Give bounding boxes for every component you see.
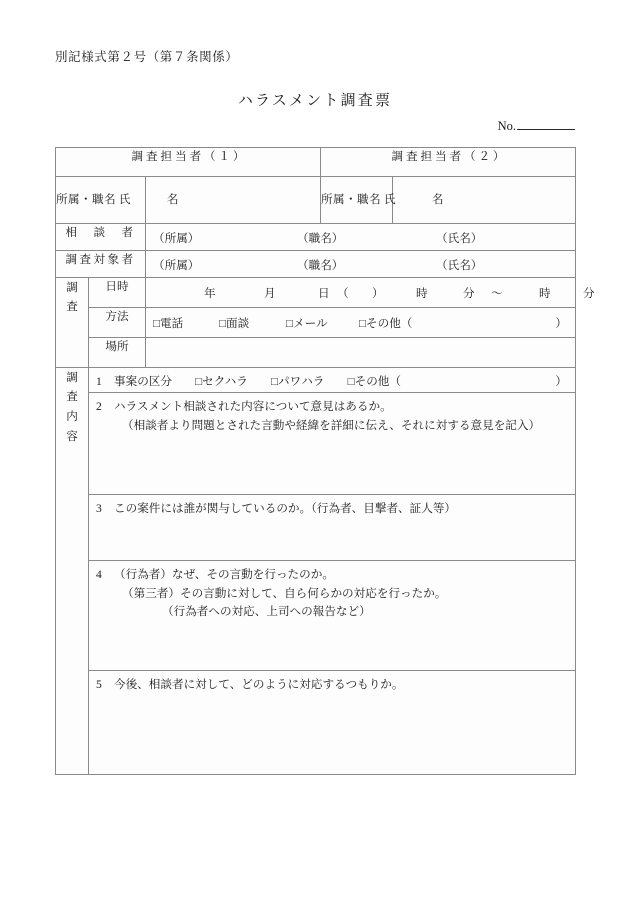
form-code: 別記様式第２号（第７条関係）: [55, 50, 239, 64]
datetime-fields[interactable]: [146, 277, 595, 307]
datetime-weekday-paren-close: ）: [372, 286, 384, 300]
content-item-5-number: 5: [96, 677, 102, 691]
investigation-vertical-label: [56, 277, 89, 367]
consultant-affiliation-label: （所属）: [153, 231, 200, 245]
content-item-1-number: 1: [96, 374, 102, 388]
investigator-1-name-label: 氏 名: [118, 193, 179, 206]
datetime-year-label: 年: [204, 286, 216, 300]
table-row-consultant: [56, 223, 576, 250]
content-vertical-char-4: 容: [66, 429, 78, 443]
content-item-2-line-1: ハラスメント相談された内容について意見はあるか。: [114, 399, 392, 413]
datetime-start-hour-label: 時: [416, 286, 428, 300]
subject-position-label: （職名）: [297, 258, 344, 272]
content-item-5-line-1: 今後、相談者に対して、どのように対応するつもりか。: [114, 677, 404, 691]
content-vertical-char-3: 内: [66, 410, 78, 424]
table-row-content-item-2: [56, 392, 576, 494]
investigator-2-affiliation-label: 所属・職名: [321, 193, 381, 206]
content-item-3-line-1: この案件には誰が関与しているのか。（行為者、目撃者、証人等）: [114, 501, 457, 515]
consultant-fields[interactable]: [146, 223, 576, 250]
method-fields[interactable]: [146, 307, 576, 337]
method-checkbox-other[interactable]: □その他（: [359, 316, 413, 330]
datetime-end-hour-label: 時: [539, 286, 551, 300]
content-item-4-number: 4: [96, 567, 102, 581]
method-label: 方法: [89, 307, 146, 337]
document-number-label: No.: [497, 119, 516, 133]
document-number-field: [498, 118, 575, 134]
content-item-5[interactable]: [89, 670, 576, 774]
content-vertical-label: [56, 367, 89, 774]
datetime-day-label: 日: [318, 286, 330, 300]
investigation-vertical-char-2: 査: [66, 300, 78, 314]
investigator-2-labels: [321, 177, 444, 224]
table-row-investigation-method: [56, 307, 576, 337]
datetime-end-minute-label: 分: [583, 286, 595, 300]
method-checkbox-email[interactable]: □メール: [286, 316, 328, 330]
investigation-vertical-char-1: 調: [66, 280, 78, 294]
content-item-3[interactable]: [89, 494, 576, 560]
table-row-investigator-details: [56, 177, 576, 224]
place-input[interactable]: [146, 337, 576, 367]
place-label: 場所: [89, 337, 146, 367]
table-row-investigator-titles: [56, 148, 576, 177]
table-row-content-item-3: [56, 494, 576, 560]
table-row-content-item-4: [56, 560, 576, 670]
content-item-2-number: 2: [96, 399, 102, 413]
subject-affiliation-label: （所属）: [153, 258, 200, 272]
content-vertical-char-2: 査: [66, 390, 78, 404]
document-number-rule[interactable]: [517, 118, 575, 130]
consultant-name-label: （氏名）: [436, 231, 483, 245]
content-item-4-line-3: （行為者への対応、上司への報告など）: [162, 605, 371, 619]
page-title: ハラスメント調査票: [237, 93, 393, 109]
table-row-investigation-datetime: [56, 277, 576, 307]
subject-fields[interactable]: [146, 250, 576, 277]
subject-label: 調査対象者: [56, 250, 146, 277]
content-item-4-line-1: （行為者）なぜ、その言動を行ったのか。: [114, 567, 334, 581]
content-item-4[interactable]: [89, 560, 576, 670]
harassment-survey-table: [55, 147, 595, 775]
datetime-weekday-paren-open: （: [337, 286, 349, 300]
table-row-content-item-5: [56, 670, 576, 774]
consultant-label: 相 談 者: [56, 223, 146, 250]
method-other-paren-close: ）: [555, 316, 568, 330]
investigator-1-affiliation-label: 所属・職名: [56, 193, 116, 206]
consultant-position-label: （職名）: [297, 231, 344, 245]
datetime-month-label: 月: [264, 286, 276, 300]
content-item-1-line-1: 事案の区分 □セクハラ □パワハラ □その他（: [114, 374, 401, 388]
content-item-2[interactable]: [89, 392, 576, 494]
content-item-3-number: 3: [96, 501, 102, 515]
datetime-range-tilde: ～: [491, 286, 503, 300]
table-row-subject: [56, 250, 576, 277]
investigator-2-name-label: 氏 名: [383, 193, 444, 206]
content-item-1[interactable]: [89, 367, 576, 392]
content-vertical-char-1: 調: [66, 370, 78, 384]
investigator-1-labels: [56, 177, 179, 224]
content-item-1-paren-close: ）: [555, 374, 568, 388]
investigator-1-title: 調 査 担 当 者 （ １ ）: [56, 148, 321, 177]
method-checkbox-interview[interactable]: □面談: [219, 316, 250, 330]
datetime-start-minute-label: 分: [463, 286, 475, 300]
content-item-4-line-2: （第三者）その言動に対して、自ら何らかの対応を行ったか。: [122, 586, 447, 600]
table-row-content-item-1: [56, 367, 576, 392]
table-row-investigation-place: [56, 337, 576, 367]
datetime-label: 日時: [89, 277, 146, 307]
subject-name-label: （氏名）: [436, 258, 483, 272]
method-checkbox-phone[interactable]: □電話: [153, 316, 184, 330]
investigator-2-title: 調 査 担 当 者 （ ２ ）: [321, 148, 576, 177]
content-item-2-line-2: （相談者より問題とされた言動や経緯を詳細に伝え、それに対する意見を記入）: [122, 418, 541, 432]
